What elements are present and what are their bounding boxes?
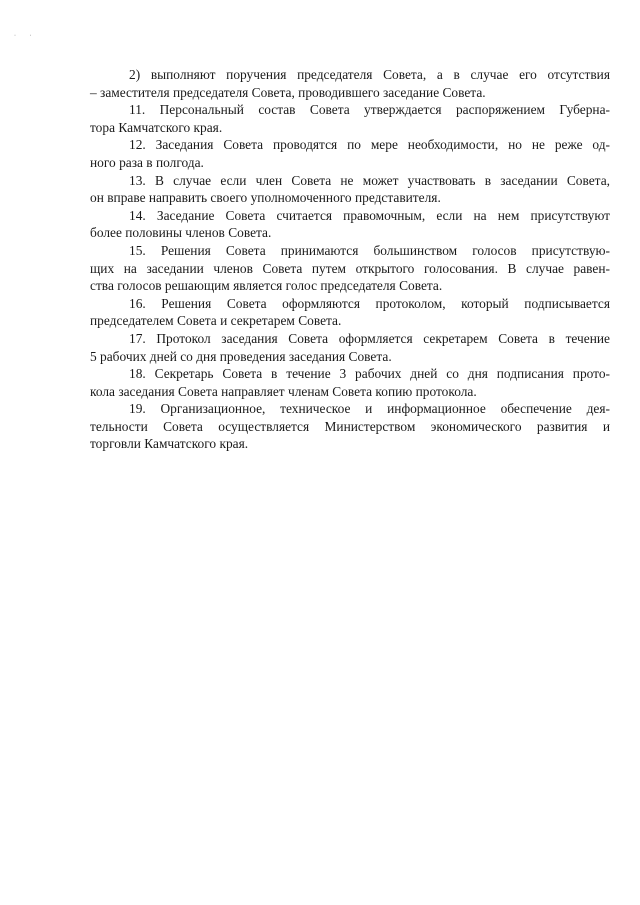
paragraph-line: ства голосов решающим является голос председателя Совета.: [90, 278, 443, 294]
paragraph-line: тельности Совета осуществляется Министерством экономического развития и: [90, 418, 610, 434]
paragraph-line: кола заседания Совета направляет членам Совета копию протокола.: [90, 383, 477, 399]
paragraph-line: 5 рабочих дней со дня проведения заседания Совета.: [90, 348, 392, 364]
paragraph-line: торговли Камчатского края.: [90, 436, 249, 452]
paragraph-15: [90, 242, 610, 295]
paragraph-11: [90, 101, 610, 136]
paragraph-line: щих на заседании членов Совета путем открытого голосования. В случае равен-: [90, 260, 610, 276]
paragraph-18: [90, 365, 610, 400]
paragraph-line: более половины членов Совета.: [90, 225, 272, 241]
paragraph-line: 16. Решения Совета оформляются протоколом, который подписывается: [129, 295, 610, 311]
scan-corner-marks: · ·: [14, 33, 38, 39]
document-body: [90, 66, 610, 453]
paragraph-line: 19. Организационное, техническое и информационное обеспечение дея-: [129, 401, 610, 417]
paragraph-line: он вправе направить своего уполномоченного представителя.: [90, 190, 441, 206]
paragraph-19: [90, 400, 610, 453]
paragraph-14: [90, 207, 610, 242]
paragraph-13: [90, 172, 610, 207]
paragraph-line: – заместителя председателя Совета, проводившего заседание Совета.: [90, 84, 486, 100]
paragraph-12: [90, 136, 610, 171]
paragraph-16: [90, 295, 610, 330]
paragraph-line: 17. Протокол заседания Совета оформляется секретарем Совета в течение: [129, 330, 610, 346]
paragraph-line: председателем Совета и секретарем Совета.: [90, 313, 342, 329]
paragraph-17: [90, 330, 610, 365]
paragraph-line: 11. Персональный состав Совета утверждается распоряжением Губерна-: [129, 102, 610, 118]
paragraph-line: 13. В случае если член Совета не может участвовать в заседании Совета,: [129, 172, 610, 188]
paragraph-line: 14. Заседание Совета считается правомочным, если на нем присутствуют: [129, 207, 610, 223]
paragraph-line: 12. Заседания Совета проводятся по мере необходимости, но не реже од-: [129, 137, 610, 153]
paragraph-line: ного раза в полгода.: [90, 154, 204, 170]
paragraph-line: тора Камчатского края.: [90, 119, 223, 135]
paragraph-line: 15. Решения Совета принимаются большинством голосов присутствую-: [129, 242, 610, 258]
paragraph-2: [90, 66, 610, 101]
paragraph-line: 2) выполняют поручения председателя Совета, а в случае его отсутствия: [129, 67, 610, 82]
paragraph-line: 18. Секретарь Совета в течение 3 рабочих дней со дня подписания прото-: [129, 366, 610, 382]
